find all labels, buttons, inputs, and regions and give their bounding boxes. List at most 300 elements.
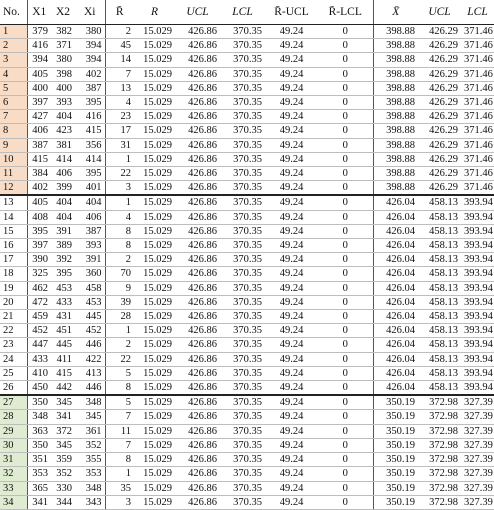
cell-r: 15.029 bbox=[134, 366, 175, 380]
cell-r-bar-minus-ucl: 49.24 bbox=[265, 310, 318, 324]
cell-x-ucl: 458.13 bbox=[418, 366, 461, 380]
cell-r-lcl: 370.35 bbox=[220, 39, 265, 53]
cell-r-lcl: 370.35 bbox=[220, 295, 265, 309]
cell-r: 15.029 bbox=[134, 324, 175, 338]
cell-r-bar-minus-lcl: 0 bbox=[318, 25, 373, 39]
cell-r-bar: 7 bbox=[105, 410, 134, 424]
cell-r-bar: 35 bbox=[105, 481, 134, 495]
cell-r-bar: 8 bbox=[105, 239, 134, 253]
cell-x1: 384 bbox=[27, 167, 51, 181]
cell-xi: 452 bbox=[75, 324, 105, 338]
cell-r-bar: 8 bbox=[105, 224, 134, 238]
cell-x-bar: 398.88 bbox=[373, 167, 418, 181]
cell-r-ucl: 426.86 bbox=[175, 152, 220, 166]
table-header bbox=[0, 0, 494, 25]
cell-x-ucl: 426.29 bbox=[418, 167, 461, 181]
cell-x2: 382 bbox=[51, 25, 75, 39]
table-row bbox=[0, 267, 494, 281]
cell-r-bar: 39 bbox=[105, 295, 134, 309]
cell-r-bar: 45 bbox=[105, 39, 134, 53]
cell-r-lcl: 370.35 bbox=[220, 152, 265, 166]
cell-r-ucl: 426.86 bbox=[175, 366, 220, 380]
cell-xi: 355 bbox=[75, 453, 105, 467]
cell-x2: 330 bbox=[51, 481, 75, 495]
cell-r-bar-minus-lcl: 0 bbox=[318, 224, 373, 238]
cell-r-lcl: 370.35 bbox=[220, 438, 265, 452]
cell-r: 15.029 bbox=[134, 395, 175, 410]
cell-r-bar: 9 bbox=[105, 281, 134, 295]
cell-no: 29 bbox=[0, 424, 27, 438]
cell-r-ucl: 426.86 bbox=[175, 481, 220, 495]
cell-x-ucl: 458.13 bbox=[418, 381, 461, 396]
cell-r-bar-minus-lcl: 0 bbox=[318, 381, 373, 396]
cell-x2: 411 bbox=[51, 352, 75, 366]
cell-x-bar: 426.04 bbox=[373, 338, 418, 352]
cell-x-lcl: 327.39 bbox=[461, 410, 494, 424]
cell-x-ucl: 458.13 bbox=[418, 253, 461, 267]
cell-x-bar: 398.88 bbox=[373, 110, 418, 124]
cell-r-bar-minus-ucl: 49.24 bbox=[265, 138, 318, 152]
cell-r-bar-minus-lcl: 0 bbox=[318, 410, 373, 424]
cell-r-lcl: 370.35 bbox=[220, 167, 265, 181]
table-row bbox=[0, 124, 494, 138]
cell-no: 18 bbox=[0, 267, 27, 281]
table-row bbox=[0, 352, 494, 366]
cell-x2: 345 bbox=[51, 395, 75, 410]
cell-x-bar: 426.04 bbox=[373, 224, 418, 238]
cell-x-ucl: 458.13 bbox=[418, 352, 461, 366]
header-r-bar-minus-lcl: R̄-LCL bbox=[318, 0, 373, 25]
cell-r-ucl: 426.86 bbox=[175, 25, 220, 39]
cell-r-bar: 3 bbox=[105, 181, 134, 196]
cell-xi: 413 bbox=[75, 366, 105, 380]
cell-x-bar: 398.88 bbox=[373, 124, 418, 138]
cell-xi: 401 bbox=[75, 181, 105, 196]
table-row bbox=[0, 81, 494, 95]
table-row bbox=[0, 310, 494, 324]
cell-no: 14 bbox=[0, 210, 27, 224]
cell-x-bar: 426.04 bbox=[373, 281, 418, 295]
cell-x-lcl: 393.94 bbox=[461, 239, 494, 253]
cell-r-lcl: 370.35 bbox=[220, 324, 265, 338]
cell-x-lcl: 393.94 bbox=[461, 366, 494, 380]
header-r-ucl: UCL bbox=[175, 0, 220, 25]
cell-r-bar-minus-ucl: 49.24 bbox=[265, 453, 318, 467]
cell-r: 15.029 bbox=[134, 381, 175, 396]
cell-r-bar-minus-ucl: 49.24 bbox=[265, 495, 318, 509]
cell-r-lcl: 370.35 bbox=[220, 81, 265, 95]
cell-no: 30 bbox=[0, 438, 27, 452]
cell-x-lcl: 327.39 bbox=[461, 481, 494, 495]
cell-x-ucl: 372.98 bbox=[418, 481, 461, 495]
cell-x1: 450 bbox=[27, 381, 51, 396]
cell-r-bar-minus-lcl: 0 bbox=[318, 81, 373, 95]
cell-xi: 394 bbox=[75, 53, 105, 67]
cell-r-ucl: 426.86 bbox=[175, 110, 220, 124]
cell-r: 15.029 bbox=[134, 267, 175, 281]
cell-r-bar-minus-lcl: 0 bbox=[318, 453, 373, 467]
cell-r-bar: 70 bbox=[105, 267, 134, 281]
cell-x-lcl: 393.94 bbox=[461, 267, 494, 281]
cell-no: 4 bbox=[0, 67, 27, 81]
cell-r-bar: 1 bbox=[105, 152, 134, 166]
cell-x1: 447 bbox=[27, 338, 51, 352]
cell-r-ucl: 426.86 bbox=[175, 381, 220, 396]
cell-r-bar-minus-ucl: 49.24 bbox=[265, 338, 318, 352]
table-row bbox=[0, 381, 494, 396]
cell-r-ucl: 426.86 bbox=[175, 324, 220, 338]
cell-x1: 387 bbox=[27, 138, 51, 152]
cell-r-ucl: 426.86 bbox=[175, 253, 220, 267]
cell-r-bar-minus-lcl: 0 bbox=[318, 338, 373, 352]
cell-no: 10 bbox=[0, 152, 27, 166]
cell-r-bar: 14 bbox=[105, 53, 134, 67]
cell-x-bar: 350.19 bbox=[373, 395, 418, 410]
cell-r: 15.029 bbox=[134, 253, 175, 267]
header-no: No. bbox=[0, 0, 27, 25]
cell-x-ucl: 426.29 bbox=[418, 138, 461, 152]
cell-r-lcl: 370.35 bbox=[220, 481, 265, 495]
cell-r-ucl: 426.86 bbox=[175, 310, 220, 324]
cell-x-lcl: 327.39 bbox=[461, 495, 494, 509]
cell-xi: 394 bbox=[75, 39, 105, 53]
cell-x-lcl: 393.94 bbox=[461, 281, 494, 295]
cell-r: 15.029 bbox=[134, 438, 175, 452]
cell-r: 15.029 bbox=[134, 424, 175, 438]
cell-r-ucl: 426.86 bbox=[175, 138, 220, 152]
cell-no: 31 bbox=[0, 453, 27, 467]
cell-no: 12 bbox=[0, 181, 27, 196]
cell-x-bar: 426.04 bbox=[373, 310, 418, 324]
cell-xi: 387 bbox=[75, 224, 105, 238]
table-row bbox=[0, 110, 494, 124]
cell-r-bar: 5 bbox=[105, 395, 134, 410]
cell-x-ucl: 426.29 bbox=[418, 25, 461, 39]
cell-xi: 391 bbox=[75, 253, 105, 267]
cell-r-lcl: 370.35 bbox=[220, 267, 265, 281]
cell-xi: 395 bbox=[75, 96, 105, 110]
cell-r-bar-minus-lcl: 0 bbox=[318, 239, 373, 253]
cell-x-ucl: 458.13 bbox=[418, 295, 461, 309]
cell-r-ucl: 426.86 bbox=[175, 53, 220, 67]
cell-r-bar-minus-ucl: 49.24 bbox=[265, 324, 318, 338]
cell-r: 15.029 bbox=[134, 25, 175, 39]
header-r-lcl: LCL bbox=[220, 0, 265, 25]
cell-r-bar-minus-ucl: 49.24 bbox=[265, 281, 318, 295]
cell-x-ucl: 426.29 bbox=[418, 53, 461, 67]
table-row bbox=[0, 324, 494, 338]
cell-r-bar: 17 bbox=[105, 124, 134, 138]
cell-r-bar-minus-lcl: 0 bbox=[318, 210, 373, 224]
cell-x1: 350 bbox=[27, 395, 51, 410]
cell-xi: 445 bbox=[75, 310, 105, 324]
cell-r-bar: 31 bbox=[105, 138, 134, 152]
cell-x-lcl: 371.46 bbox=[461, 181, 494, 196]
cell-x-ucl: 458.13 bbox=[418, 239, 461, 253]
cell-x-lcl: 327.39 bbox=[461, 424, 494, 438]
cell-x-bar: 398.88 bbox=[373, 67, 418, 81]
cell-xi: 360 bbox=[75, 267, 105, 281]
cell-x2: 372 bbox=[51, 424, 75, 438]
cell-r-bar-minus-lcl: 0 bbox=[318, 267, 373, 281]
cell-r-lcl: 370.35 bbox=[220, 281, 265, 295]
cell-r-ucl: 426.86 bbox=[175, 352, 220, 366]
cell-r-bar-minus-ucl: 49.24 bbox=[265, 352, 318, 366]
cell-x-bar: 398.88 bbox=[373, 152, 418, 166]
cell-x2: 344 bbox=[51, 495, 75, 509]
cell-x2: 341 bbox=[51, 410, 75, 424]
cell-r-lcl: 370.35 bbox=[220, 224, 265, 238]
cell-x-ucl: 458.13 bbox=[418, 310, 461, 324]
cell-x1: 379 bbox=[27, 25, 51, 39]
cell-r-bar-minus-lcl: 0 bbox=[318, 181, 373, 196]
cell-r-lcl: 370.35 bbox=[220, 453, 265, 467]
cell-r-lcl: 370.35 bbox=[220, 366, 265, 380]
cell-r-bar: 1 bbox=[105, 467, 134, 481]
cell-x2: 415 bbox=[51, 366, 75, 380]
cell-no: 3 bbox=[0, 53, 27, 67]
table-row bbox=[0, 210, 494, 224]
header-row bbox=[0, 0, 494, 25]
table-row bbox=[0, 96, 494, 110]
cell-r-bar-minus-ucl: 49.24 bbox=[265, 366, 318, 380]
cell-x-lcl: 393.94 bbox=[461, 324, 494, 338]
cell-x-bar: 426.04 bbox=[373, 195, 418, 210]
table-row bbox=[0, 481, 494, 495]
cell-r-bar-minus-lcl: 0 bbox=[318, 281, 373, 295]
cell-x-lcl: 371.46 bbox=[461, 25, 494, 39]
header-r-bar-minus-ucl: R̄-UCL bbox=[265, 0, 318, 25]
cell-r: 15.029 bbox=[134, 410, 175, 424]
cell-x-bar: 350.19 bbox=[373, 453, 418, 467]
cell-xi: 348 bbox=[75, 481, 105, 495]
cell-r-ucl: 426.86 bbox=[175, 438, 220, 452]
cell-r-lcl: 370.35 bbox=[220, 96, 265, 110]
cell-r-bar: 3 bbox=[105, 495, 134, 509]
cell-r-bar-minus-ucl: 49.24 bbox=[265, 295, 318, 309]
cell-x1: 397 bbox=[27, 96, 51, 110]
cell-r-lcl: 370.35 bbox=[220, 124, 265, 138]
table-row bbox=[0, 467, 494, 481]
cell-r-bar-minus-ucl: 49.24 bbox=[265, 210, 318, 224]
cell-xi: 416 bbox=[75, 110, 105, 124]
cell-r-lcl: 370.35 bbox=[220, 25, 265, 39]
cell-r-bar: 8 bbox=[105, 453, 134, 467]
cell-no: 22 bbox=[0, 324, 27, 338]
cell-x1: 408 bbox=[27, 210, 51, 224]
cell-x-bar: 426.04 bbox=[373, 295, 418, 309]
cell-r-bar-minus-lcl: 0 bbox=[318, 67, 373, 81]
cell-r-bar-minus-lcl: 0 bbox=[318, 438, 373, 452]
cell-x1: 462 bbox=[27, 281, 51, 295]
cell-r: 15.029 bbox=[134, 167, 175, 181]
cell-x1: 405 bbox=[27, 67, 51, 81]
cell-r-bar-minus-lcl: 0 bbox=[318, 481, 373, 495]
cell-x1: 394 bbox=[27, 53, 51, 67]
cell-r-bar-minus-ucl: 49.24 bbox=[265, 195, 318, 210]
cell-no: 15 bbox=[0, 224, 27, 238]
cell-r-bar-minus-ucl: 49.24 bbox=[265, 181, 318, 196]
cell-no: 19 bbox=[0, 281, 27, 295]
cell-r: 15.029 bbox=[134, 138, 175, 152]
cell-r: 15.029 bbox=[134, 152, 175, 166]
cell-r-bar: 7 bbox=[105, 438, 134, 452]
cell-x1: 406 bbox=[27, 124, 51, 138]
cell-r-bar: 2 bbox=[105, 338, 134, 352]
cell-r-lcl: 370.35 bbox=[220, 181, 265, 196]
cell-xi: 343 bbox=[75, 495, 105, 509]
table-row bbox=[0, 239, 494, 253]
cell-no: 23 bbox=[0, 338, 27, 352]
cell-no: 1 bbox=[0, 25, 27, 39]
cell-x2: 445 bbox=[51, 338, 75, 352]
cell-r-bar-minus-ucl: 49.24 bbox=[265, 481, 318, 495]
cell-r: 15.029 bbox=[134, 39, 175, 53]
cell-r-ucl: 426.86 bbox=[175, 338, 220, 352]
header-x-bar: X̄ bbox=[373, 0, 418, 25]
cell-x-ucl: 458.13 bbox=[418, 324, 461, 338]
cell-x2: 453 bbox=[51, 281, 75, 295]
cell-r-bar-minus-ucl: 49.24 bbox=[265, 395, 318, 410]
cell-x2: 404 bbox=[51, 110, 75, 124]
cell-x2: 393 bbox=[51, 96, 75, 110]
cell-r: 15.029 bbox=[134, 295, 175, 309]
cell-r-lcl: 370.35 bbox=[220, 239, 265, 253]
cell-r: 15.029 bbox=[134, 181, 175, 196]
cell-r-bar-minus-ucl: 49.24 bbox=[265, 239, 318, 253]
cell-r-bar-minus-ucl: 49.24 bbox=[265, 110, 318, 124]
cell-xi: 387 bbox=[75, 81, 105, 95]
cell-r-bar-minus-lcl: 0 bbox=[318, 39, 373, 53]
cell-x2: 431 bbox=[51, 310, 75, 324]
cell-r-bar-minus-ucl: 49.24 bbox=[265, 25, 318, 39]
table-row bbox=[0, 338, 494, 352]
cell-x-ucl: 372.98 bbox=[418, 424, 461, 438]
cell-x-lcl: 327.39 bbox=[461, 438, 494, 452]
cell-x1: 400 bbox=[27, 81, 51, 95]
cell-r-ucl: 426.86 bbox=[175, 224, 220, 238]
cell-x-bar: 350.19 bbox=[373, 424, 418, 438]
header-x-lcl: LCL bbox=[461, 0, 494, 25]
cell-x-bar: 426.04 bbox=[373, 267, 418, 281]
cell-no: 34 bbox=[0, 495, 27, 509]
cell-x1: 363 bbox=[27, 424, 51, 438]
cell-r-ucl: 426.86 bbox=[175, 295, 220, 309]
cell-x1: 390 bbox=[27, 253, 51, 267]
cell-r: 15.029 bbox=[134, 338, 175, 352]
cell-x-bar: 426.04 bbox=[373, 324, 418, 338]
cell-r-bar-minus-lcl: 0 bbox=[318, 324, 373, 338]
cell-r-bar: 5 bbox=[105, 366, 134, 380]
cell-x-bar: 426.04 bbox=[373, 239, 418, 253]
cell-x-lcl: 393.94 bbox=[461, 210, 494, 224]
cell-r: 15.029 bbox=[134, 467, 175, 481]
cell-r-lcl: 370.35 bbox=[220, 381, 265, 396]
cell-r-bar-minus-ucl: 49.24 bbox=[265, 167, 318, 181]
cell-x-bar: 350.19 bbox=[373, 481, 418, 495]
cell-r-ucl: 426.86 bbox=[175, 67, 220, 81]
cell-r-lcl: 370.35 bbox=[220, 253, 265, 267]
cell-x2: 442 bbox=[51, 381, 75, 396]
cell-x-lcl: 371.46 bbox=[461, 124, 494, 138]
cell-xi: 422 bbox=[75, 352, 105, 366]
cell-r: 15.029 bbox=[134, 53, 175, 67]
cell-r: 15.029 bbox=[134, 352, 175, 366]
cell-x-bar: 398.88 bbox=[373, 25, 418, 39]
cell-x1: 405 bbox=[27, 195, 51, 210]
cell-no: 8 bbox=[0, 124, 27, 138]
cell-x-bar: 350.19 bbox=[373, 410, 418, 424]
cell-x1: 365 bbox=[27, 481, 51, 495]
cell-r: 15.029 bbox=[134, 239, 175, 253]
cell-xi: 402 bbox=[75, 67, 105, 81]
cell-no: 33 bbox=[0, 481, 27, 495]
cell-r-ucl: 426.86 bbox=[175, 181, 220, 196]
cell-r-bar: 7 bbox=[105, 67, 134, 81]
cell-x-lcl: 393.94 bbox=[461, 381, 494, 396]
cell-x1: 348 bbox=[27, 410, 51, 424]
cell-x-lcl: 371.46 bbox=[461, 53, 494, 67]
cell-x-lcl: 371.46 bbox=[461, 67, 494, 81]
cell-r-bar-minus-ucl: 49.24 bbox=[265, 438, 318, 452]
table-row bbox=[0, 395, 494, 410]
cell-r-ucl: 426.86 bbox=[175, 410, 220, 424]
cell-r-bar-minus-lcl: 0 bbox=[318, 53, 373, 67]
cell-r: 15.029 bbox=[134, 281, 175, 295]
header-r: R bbox=[134, 0, 175, 25]
cell-r-lcl: 370.35 bbox=[220, 110, 265, 124]
cell-x-lcl: 371.46 bbox=[461, 152, 494, 166]
cell-no: 7 bbox=[0, 110, 27, 124]
cell-x-lcl: 371.46 bbox=[461, 39, 494, 53]
cell-no: 11 bbox=[0, 167, 27, 181]
cell-x-ucl: 426.29 bbox=[418, 67, 461, 81]
cell-x-ucl: 372.98 bbox=[418, 495, 461, 509]
cell-r-lcl: 370.35 bbox=[220, 395, 265, 410]
cell-r-bar-minus-ucl: 49.24 bbox=[265, 124, 318, 138]
cell-r-lcl: 370.35 bbox=[220, 495, 265, 509]
cell-r-bar: 4 bbox=[105, 210, 134, 224]
cell-r-bar: 13 bbox=[105, 81, 134, 95]
cell-r-ucl: 426.86 bbox=[175, 239, 220, 253]
table-row bbox=[0, 25, 494, 39]
cell-x2: 345 bbox=[51, 438, 75, 452]
cell-x2: 404 bbox=[51, 195, 75, 210]
table-row bbox=[0, 366, 494, 380]
cell-x-bar: 398.88 bbox=[373, 81, 418, 95]
cell-x-lcl: 327.39 bbox=[461, 467, 494, 481]
table-row bbox=[0, 453, 494, 467]
cell-xi: 458 bbox=[75, 281, 105, 295]
cell-x1: 341 bbox=[27, 495, 51, 509]
cell-x-bar: 426.04 bbox=[373, 210, 418, 224]
cell-x-lcl: 393.94 bbox=[461, 224, 494, 238]
cell-no: 16 bbox=[0, 239, 27, 253]
cell-x1: 410 bbox=[27, 366, 51, 380]
cell-x2: 380 bbox=[51, 53, 75, 67]
cell-x1: 395 bbox=[27, 224, 51, 238]
cell-x-lcl: 393.94 bbox=[461, 352, 494, 366]
cell-xi: 453 bbox=[75, 295, 105, 309]
cell-xi: 406 bbox=[75, 210, 105, 224]
cell-x-ucl: 426.29 bbox=[418, 110, 461, 124]
cell-r-bar-minus-lcl: 0 bbox=[318, 138, 373, 152]
cell-r-lcl: 370.35 bbox=[220, 67, 265, 81]
cell-r-bar-minus-ucl: 49.24 bbox=[265, 39, 318, 53]
cell-x1: 433 bbox=[27, 352, 51, 366]
table-row bbox=[0, 438, 494, 452]
cell-r-bar: 8 bbox=[105, 381, 134, 396]
